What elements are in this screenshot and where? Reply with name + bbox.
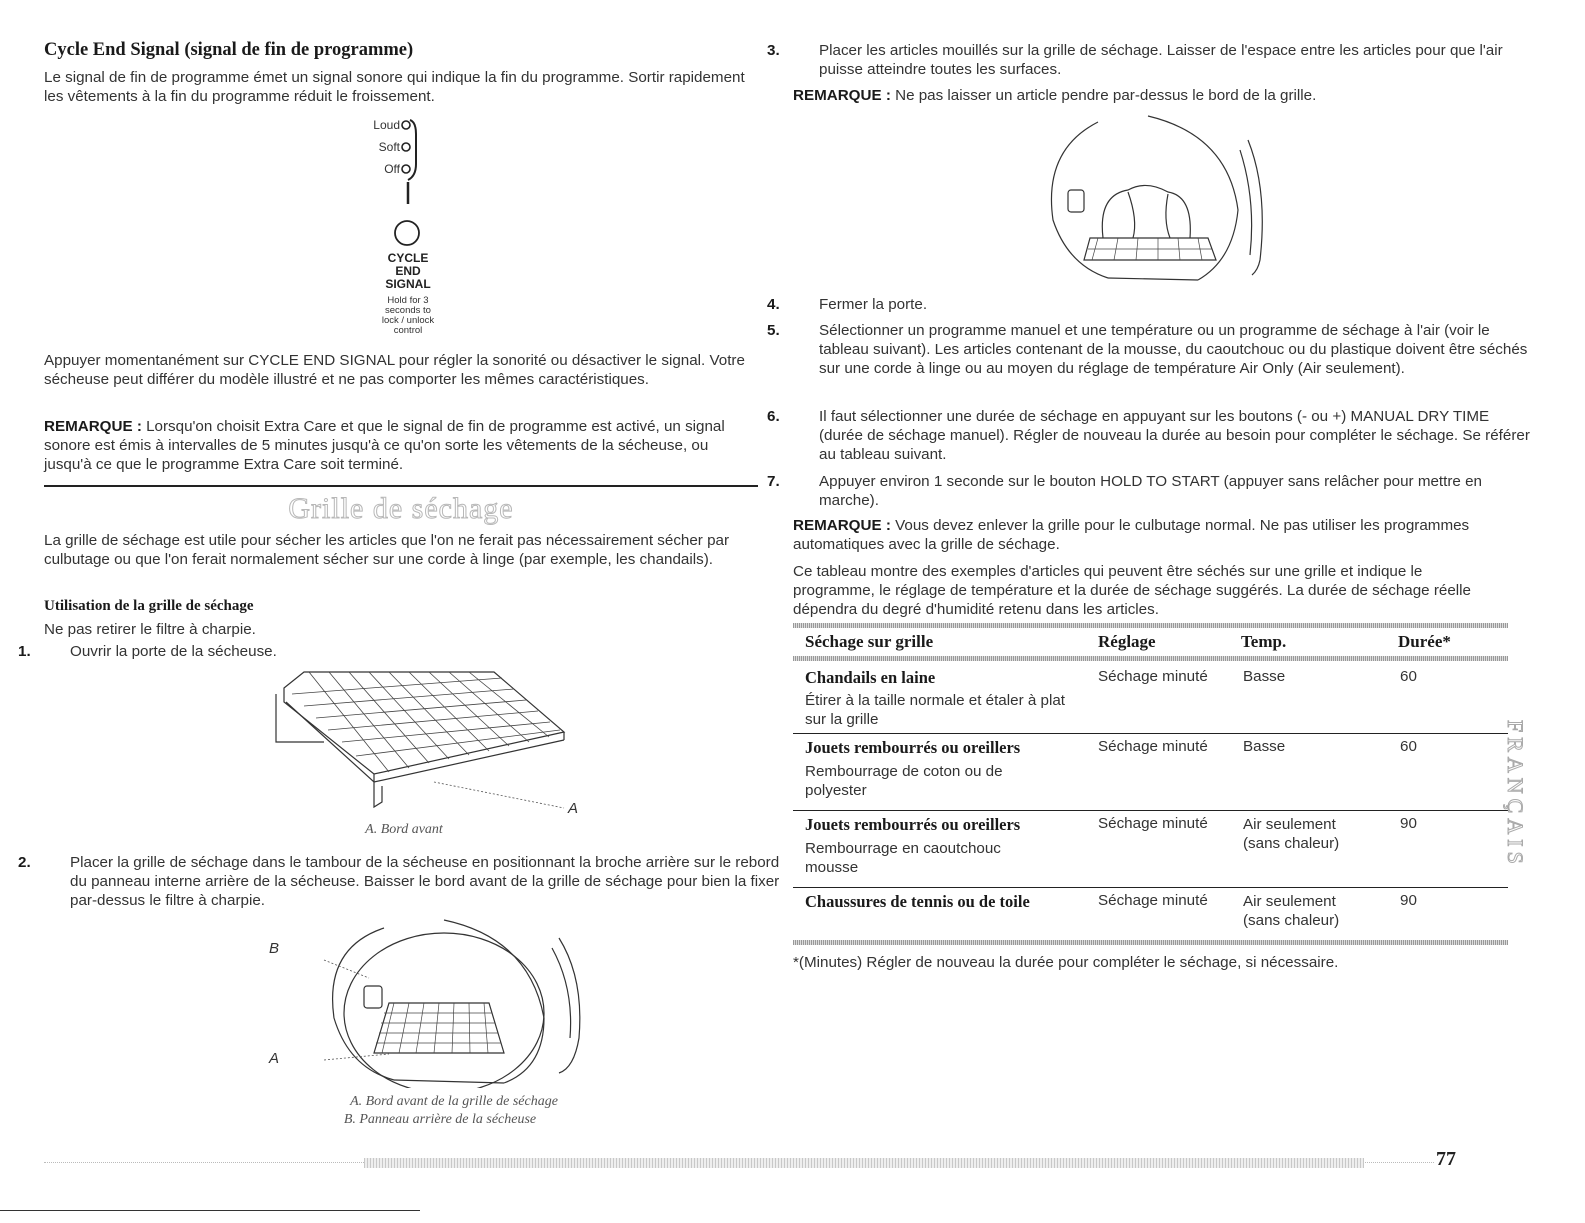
drum-label-a: A: [269, 1050, 280, 1067]
cycle-end-note: REMARQUE : Lorsqu'on choisit Extra Care et que le signal de fin de programme est activé, un signal sonore est émis à intervalles de 5 minutes jusqu'à ce qu'on sorte les vêtements de la sécheuse, ou jusqu'à ce que le programme Extra Care soit terminé.: [44, 418, 725, 473]
table-row: Chandails en laine Étirer à la taille normale et étaler à plat sur la grille Séchage minuté Basse 60: [805, 668, 1417, 728]
table-intro: Ce tableau montre des exemples d'articles qui peuvent être séchés sur une grille et indique le programme, le réglage de température et la durée de séchage suggérés. La durée de séchage réelle dépendra du degré d'humidité retenu dans les articles.: [793, 563, 1471, 618]
drum-caption-b: B. Panneau arrière de la sécheuse: [343, 1112, 537, 1127]
level-indicator-icon: [400, 114, 430, 214]
rack-section-title: Grille de séchage: [288, 492, 514, 525]
dryer-drum-illustration: [294, 918, 594, 1088]
rack-step-5: 5. Sélectionner un programme manuel et une température ou un programme de séchage à l'air (voir le tableau suivant). Les articles contenant de la mousse, du caoutchouc ou du plastique doivent être séchés sur une corde à linge ou au moyen du réglage de température Air Only (Air seulement).: [767, 322, 1528, 377]
page-number: 77: [1436, 1148, 1456, 1170]
bottom-edge-rule: [0, 1210, 420, 1211]
rack-subheading: Utilisation de la grille de séchage: [44, 598, 254, 614]
cycle-end-signal-button[interactable]: [392, 218, 422, 248]
cycle-end-paragraph: Appuyer momentanément sur CYCLE END SIGNAL pour régler la sonorité ou désactiver le signal. Votre sécheuse peut différer du modèle illustré et ne pas comporter les mêmes caractéristiques.: [44, 352, 745, 388]
drying-rack-illustration: [264, 662, 604, 822]
rack-drying-table: [793, 623, 1508, 945]
table-row: Chaussures de tennis ou de toile Séchage minuté Air seulement (sans chaleur) 90: [805, 892, 1417, 929]
drum-label-b: B: [269, 940, 280, 957]
table-row: Jouets rembourrés ou oreillers Rembourrage en caoutchouc mousse Séchage minuté Air seulement (sans chaleur) 90: [805, 815, 1417, 876]
rack-sub-intro: Ne pas retirer le filtre à charpie.: [44, 621, 256, 638]
cycle-end-signal-hint: Hold for 3 seconds to lock / unlock control: [381, 295, 435, 336]
drum-with-item-illustration: [1028, 110, 1268, 290]
cycle-end-signal-label: CYCLE END SIGNAL: [385, 251, 431, 291]
rack-note-1: REMARQUE : Ne pas laisser un article pendre par-dessus le bord de la grille.: [793, 87, 1317, 104]
rack-step-7: 7. Appuyer environ 1 seconde sur le bouton HOLD TO START (appuyer sans relâcher pour mettre en marche).: [767, 473, 1482, 509]
header-temp: Temp.: [1241, 632, 1287, 651]
rack-step-6: 6. Il faut sélectionner une durée de séchage en appuyant sur les boutons (- ou +) MANUAL DRY TIME (durée de séchage manuel). Régler de nouveau la durée au besoin pour compléter le séchage. Se référer au tableau suivant.: [767, 408, 1530, 463]
cycle-end-intro: Le signal de fin de programme émet un signal sonore qui indique la fin du programme. Sortir rapidement les vêtements à la fin du programme réduit le froissement.: [44, 69, 745, 105]
rack-step-1: 1. Ouvrir la porte de la sécheuse.: [18, 643, 277, 660]
cycle-end-heading: Cycle End Signal (signal de fin de programme): [44, 40, 414, 60]
table-bottom-rule: [793, 940, 1508, 945]
footer-rule: [44, 1158, 1464, 1168]
rack-label-a: A: [568, 800, 579, 817]
header-setting: Réglage: [1098, 632, 1156, 651]
language-side-tab-text: FRANÇAIS: [1503, 720, 1528, 869]
table-row: Jouets rembourrés ou oreillers Rembourrage de coton ou de polyester Séchage minuté Basse 60: [805, 738, 1417, 799]
cycle-end-signal-illustration: [344, 114, 484, 344]
rack-note-2: REMARQUE : Vous devez enlever la grille pour le culbutage normal. Ne pas utiliser les programmes automatiques avec la grille de séchage.: [793, 517, 1470, 553]
rack-step-3: 3. Placer les articles mouillés sur la grille de séchage. Laisser de l'espace entre les articles pour que l'air puisse atteindre toutes les surfaces.: [767, 42, 1503, 78]
table-header-row: [793, 628, 1508, 656]
rack-step-4: 4. Fermer la porte.: [767, 296, 928, 313]
level-soft: Soft: [378, 140, 400, 154]
header-item: Séchage sur grille: [805, 632, 934, 651]
rack-caption: A. Bord avant: [365, 822, 443, 837]
language-side-tab: [1500, 720, 1534, 869]
level-loud: Loud: [373, 118, 400, 132]
section-divider: [44, 485, 758, 487]
rack-intro: La grille de séchage est utile pour sécher les articles que l'on ne ferait pas nécessairement sécher par culbutage ou que l'on ferait normalement sécher sur une corde à linge (par exemple, les chandails).: [44, 532, 730, 568]
drum-caption-a: A. Bord avant de la grille de séchage: [350, 1094, 558, 1109]
level-off: Off: [384, 162, 400, 176]
table-footnote: *(Minutes) Régler de nouveau la durée pour compléter le séchage, si nécessaire.: [793, 954, 1339, 971]
rack-step-2: 2. Placer la grille de séchage dans le tambour de la sécheuse en positionnant la broche arrière sur le rebord du panneau interne arrière de la sécheuse. Baisser le bord avant de la grille de séchage pour bien la fixer par-dessus le filtre à charpie.: [18, 854, 780, 909]
header-time: Durée*: [1398, 632, 1451, 651]
